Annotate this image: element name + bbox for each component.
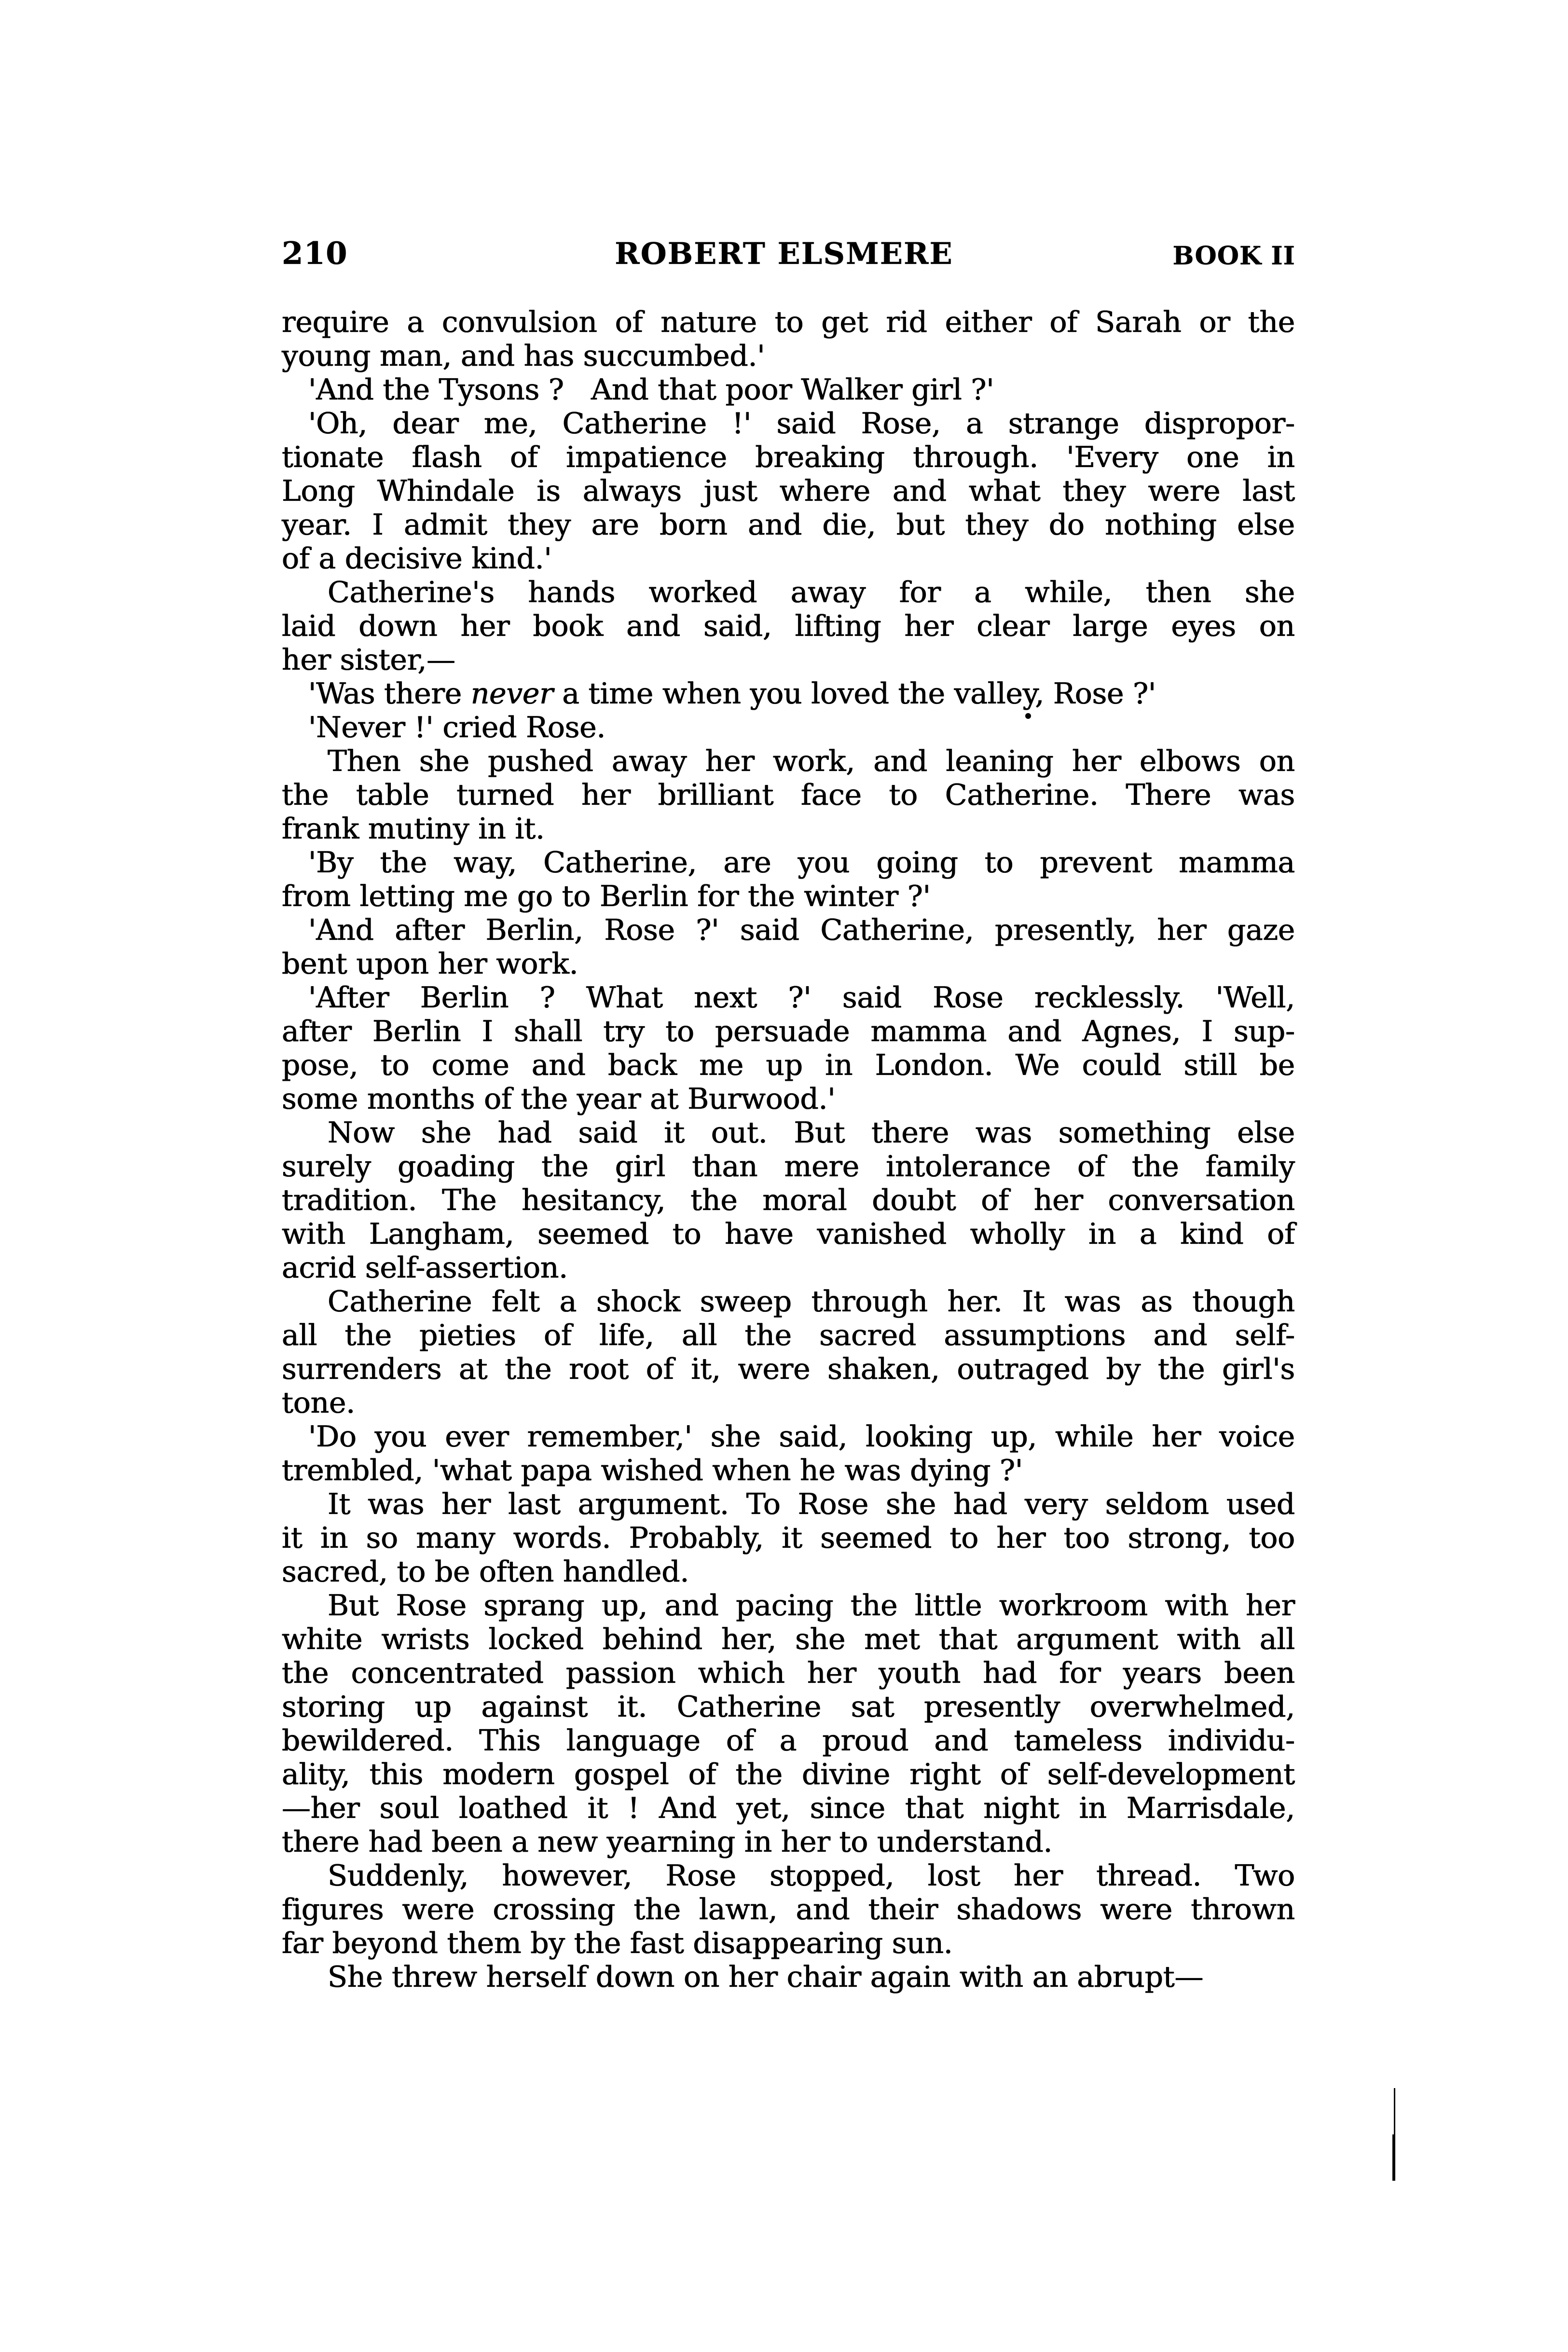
- text-line: laid down her book and said, lifting her clear large eyes on: [282, 609, 1295, 643]
- text-line: 'Never !' cried Rose.: [308, 711, 606, 744]
- text-line: 'Was there never a time when you loved the valley, Rose ?': [308, 677, 1156, 711]
- text-line: 'Do you ever remember,' she said, looking up, while her voice: [308, 1420, 1295, 1454]
- text-line: 'By the way, Catherine, are you going to prevent mamma: [308, 846, 1295, 880]
- text-line: far beyond them by the fast disappearing sun.: [282, 1926, 953, 1960]
- text-line: storing up against it. Catherine sat presently overwhelmed,: [282, 1690, 1295, 1724]
- text-line: after Berlin I shall try to persuade mamma and Agnes, I sup-: [282, 1015, 1295, 1048]
- page-number: 210: [282, 235, 348, 272]
- text-line: Suddenly, however, Rose stopped, lost her thread. Two: [328, 1859, 1295, 1893]
- text-line: from letting me go to Berlin for the winter ?': [282, 880, 931, 913]
- text-line: her sister,—: [282, 643, 455, 677]
- text-line: surely goading the girl than mere intolerance of the family: [282, 1150, 1295, 1183]
- text-line: frank mutiny in it.: [282, 812, 545, 846]
- text-line: 'After Berlin ? What next ?' said Rose recklessly. 'Well,: [308, 981, 1295, 1015]
- text-line: year. I admit they are born and die, but they do nothing else: [282, 508, 1295, 542]
- text-line: Long Whindale is always just where and what they were last: [282, 474, 1295, 508]
- text-line: all the pieties of life, all the sacred assumptions and self-: [282, 1319, 1295, 1352]
- text-line: tone.: [282, 1386, 355, 1420]
- text-line: bewildered. This language of a proud and tameless individu-: [282, 1724, 1295, 1758]
- scan-artifact: [1392, 2134, 1395, 2181]
- text-line: 'And the Tysons ? And that poor Walker girl ?': [308, 373, 994, 407]
- text-line: surrenders at the root of it, were shaken, outraged by the girl's: [282, 1352, 1295, 1386]
- text-line: bent upon her work.: [282, 947, 578, 981]
- text-line: Catherine felt a shock sweep through her. It was as though: [328, 1285, 1295, 1319]
- text-line: sacred, to be often handled.: [282, 1555, 689, 1589]
- text-line: Catherine's hands worked away for a while, then she: [328, 576, 1295, 609]
- text-line: figures were crossing the lawn, and their shadows were thrown: [282, 1893, 1295, 1926]
- text-line: there had been a new yearning in her to understand.: [282, 1825, 1053, 1859]
- text-line: some months of the year at Burwood.': [282, 1082, 836, 1116]
- scan-artifact: [1025, 713, 1031, 719]
- text-line: tradition. The hesitancy, the moral doubt of her conversation: [282, 1183, 1295, 1217]
- text-line: —her soul loathed it ! And yet, since that night in Marrisdale,: [282, 1791, 1295, 1825]
- text-line: Now she had said it out. But there was something else: [328, 1116, 1295, 1150]
- text-line: She threw herself down on her chair again with an abrupt—: [328, 1960, 1204, 1994]
- text-line: pose, to come and back me up in London. We could still be: [282, 1048, 1295, 1082]
- text-line: trembled, 'what papa wished when he was dying ?': [282, 1454, 1023, 1487]
- body-text: [282, 305, 1295, 1994]
- text-line: acrid self-assertion.: [282, 1251, 568, 1285]
- text-line: ality, this modern gospel of the divine right of self-development: [282, 1758, 1295, 1791]
- text-line: Then she pushed away her work, and leaning her elbows on: [328, 744, 1295, 778]
- text-line: But Rose sprang up, and pacing the little workroom with her: [328, 1589, 1295, 1623]
- text-line: of a decisive kind.': [282, 542, 552, 576]
- scan-artifact: [1394, 2088, 1395, 2134]
- text-line: the concentrated passion which her youth had for years been: [282, 1656, 1295, 1690]
- text-line: young man, and has succumbed.': [282, 339, 765, 373]
- text-line: the table turned her brilliant face to Catherine. There was: [282, 778, 1295, 812]
- text-line: it in so many words. Probably, it seemed to her too strong, too: [282, 1521, 1295, 1555]
- text-line: It was her last argument. To Rose she had very seldom used: [328, 1487, 1295, 1521]
- text-line: tionate flash of impatience breaking through. 'Every one in: [282, 440, 1295, 474]
- book-label: BOOK II: [1172, 241, 1295, 271]
- text-line: 'Oh, dear me, Catherine !' said Rose, a strange dispropor-: [308, 407, 1295, 440]
- text-line: white wrists locked behind her, she met that argument with all: [282, 1623, 1295, 1656]
- text-line: 'And after Berlin, Rose ?' said Catherine, presently, her gaze: [308, 913, 1295, 947]
- running-title: ROBERT ELSMERE: [615, 236, 953, 271]
- text-line: with Langham, seemed to have vanished wholly in a kind of: [282, 1217, 1295, 1251]
- text-line: require a convulsion of nature to get rid either of Sarah or the: [282, 305, 1295, 339]
